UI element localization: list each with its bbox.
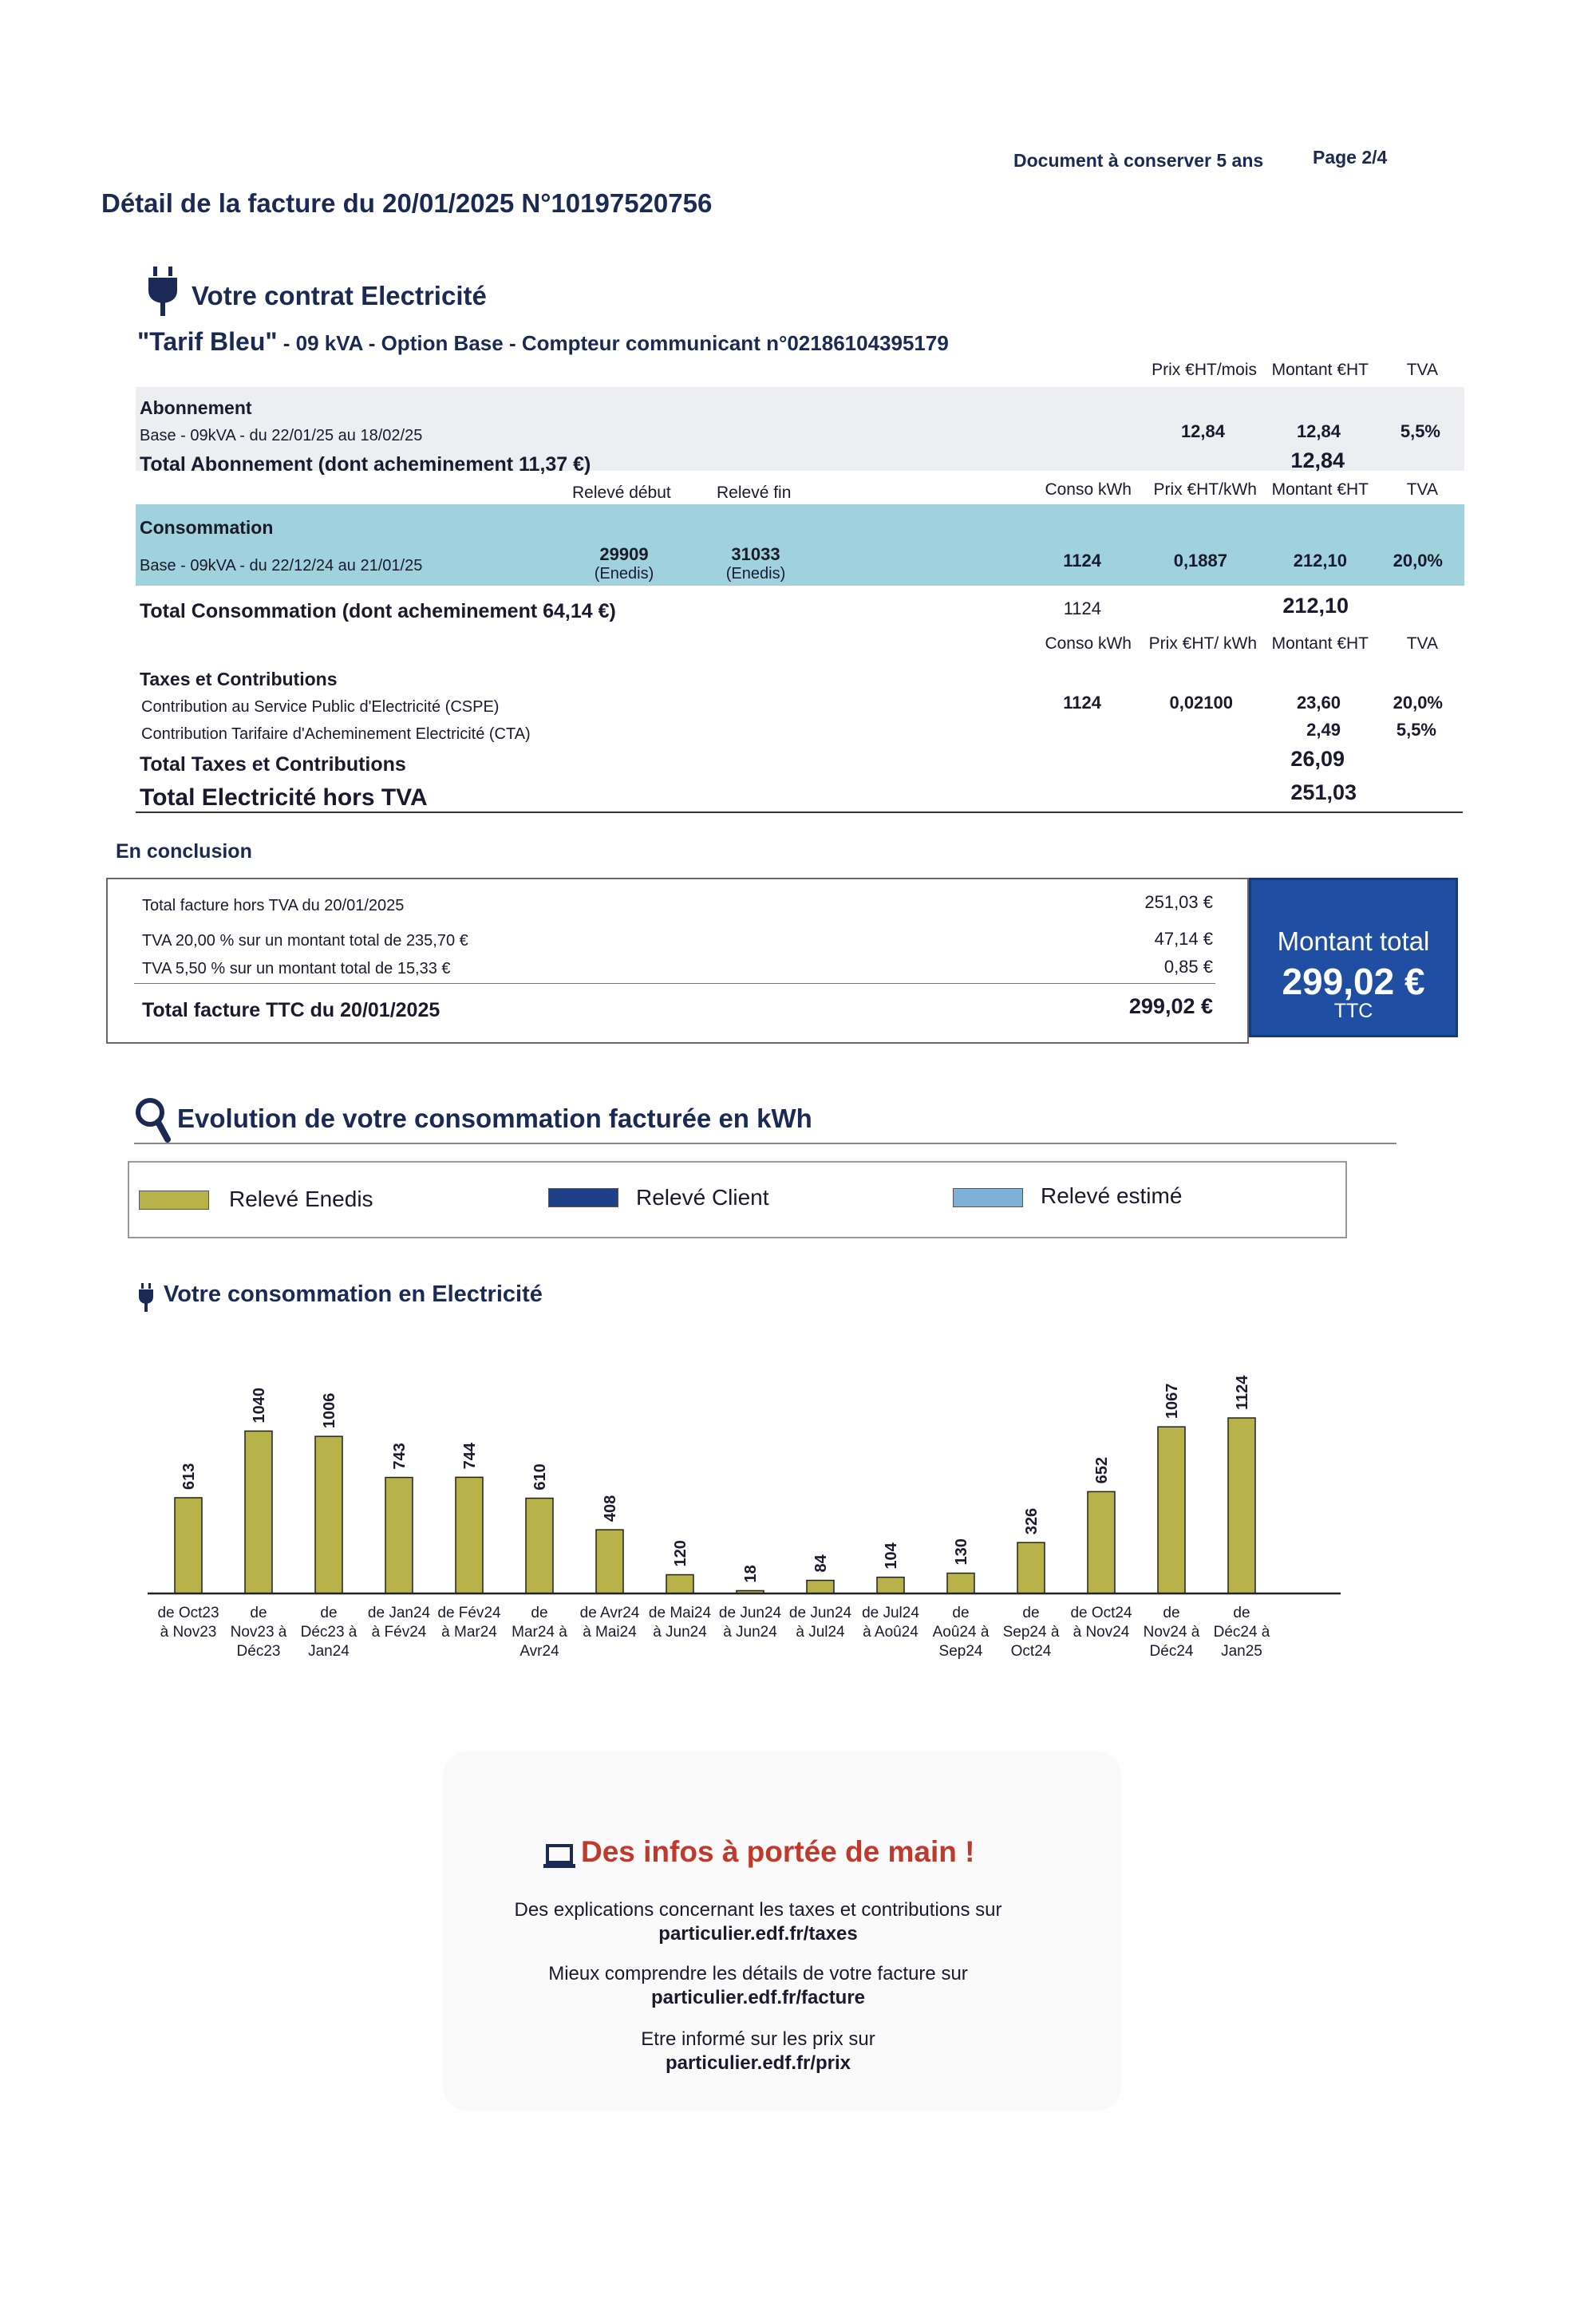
chart-tick-label: de	[1163, 1605, 1180, 1621]
cspe-prix: 0,02100	[1169, 693, 1233, 713]
total-amount-ttc: TTC	[1333, 1000, 1373, 1022]
abo-col-prix: Prix €HT/mois	[1152, 361, 1257, 379]
chart-tick-label: Avr24	[519, 1643, 559, 1660]
chart-bar	[877, 1578, 904, 1593]
chart-bar	[385, 1478, 413, 1593]
releve-fin-value: 31033	[731, 544, 780, 564]
cta-montant: 2,49	[1306, 720, 1341, 740]
chart-tick-label: de	[1233, 1605, 1250, 1621]
chart-bar	[1088, 1491, 1115, 1593]
invoice-detail-title: Détail de la facture du 20/01/2025 N°10197520756	[101, 188, 713, 218]
taxes-label: Taxes et Contributions	[140, 669, 338, 689]
cspe-label: Contribution au Service Public d'Electricité (CSPE)	[141, 698, 500, 716]
chart-bar	[947, 1574, 974, 1593]
consommation-total-kwh: 1124	[1063, 598, 1101, 618]
search-icon	[134, 1096, 171, 1143]
infos-title: Des infos à portée de main !	[581, 1835, 975, 1868]
plug-icon	[137, 1283, 155, 1312]
tva55-value: 0,85 €	[1163, 957, 1213, 977]
abonnement-prix: 12,84	[1180, 421, 1225, 441]
conso-col-releve-debut: Relevé début	[572, 484, 671, 502]
cspe-montant: 23,60	[1296, 693, 1341, 713]
plug-icon	[145, 267, 180, 318]
chart-tick-label: à Mar24	[441, 1624, 497, 1641]
chart-tick-label: Déc23	[236, 1643, 281, 1660]
chart-tick-label: de Jul24	[862, 1605, 919, 1621]
evolution-title: Evolution de votre consommation facturée en kWh	[177, 1104, 812, 1133]
chart-data-label: 326	[1023, 1507, 1041, 1535]
chart-bar	[526, 1499, 553, 1593]
taxes-col-montant: Montant €HT	[1271, 634, 1369, 653]
chart-tick-label: de	[1022, 1605, 1040, 1621]
chart-tick-label: de Jun24	[718, 1605, 782, 1621]
consommation-total-label: Total Consommation (dont acheminement 64,14 €)	[140, 600, 616, 622]
legend	[128, 1161, 1347, 1238]
abo-col-montant: Montant €HT	[1271, 361, 1369, 379]
chart-tick-label: de Jan24	[367, 1605, 431, 1621]
abonnement-montant: 12,84	[1296, 421, 1341, 441]
chart-tick-label: de Avr24	[579, 1605, 640, 1621]
chart-tick-label: de	[531, 1605, 548, 1621]
chart-bar	[596, 1530, 623, 1593]
consommation-montant: 212,10	[1293, 551, 1347, 571]
total-amount-box	[1249, 878, 1458, 1037]
tva20-value: 47,14 €	[1154, 929, 1213, 949]
abonnement-label: Abonnement	[140, 397, 252, 418]
conso-col-tva: TVA	[1406, 480, 1438, 499]
chart-bar	[1158, 1427, 1185, 1593]
chart-bar	[245, 1431, 272, 1593]
chart-tick-label: à Nov23	[160, 1624, 217, 1641]
chart-data-label: 1124	[1234, 1375, 1251, 1410]
chart-tick-label: à Fév24	[371, 1624, 427, 1641]
abonnement-tva: 5,5%	[1400, 421, 1440, 441]
contract-details: - 09 kVA - Option Base - Compteur communicant n°02186104395179	[277, 331, 949, 355]
chart-tick-label: Déc23 à	[300, 1624, 358, 1641]
chart-tick-label: de Oct24	[1070, 1605, 1132, 1621]
info-facture-link[interactable]: particulier.edf.fr/facture	[650, 1987, 866, 2008]
chart-tick-label: à Nov24	[1073, 1624, 1130, 1641]
chart-bar	[666, 1575, 693, 1593]
releve-debut-source: (Enedis)	[594, 565, 654, 582]
legend-swatch-client	[548, 1188, 618, 1207]
divider	[136, 811, 1463, 813]
chart-bar	[175, 1498, 202, 1593]
cta-label: Contribution Tarifaire d'Acheminement Electricité (CTA)	[141, 725, 531, 743]
chart-data-label: 652	[1093, 1457, 1111, 1484]
chart-data-label: 130	[953, 1538, 970, 1566]
consommation-tva: 20,0%	[1393, 551, 1443, 571]
conso-col-conso: Conso kWh	[1045, 480, 1132, 499]
chart-tick-label: de Jun24	[788, 1605, 852, 1621]
ttc-label: Total facture TTC du 20/01/2025	[142, 999, 440, 1021]
consommation-line: Base - 09kVA - du 22/12/24 au 21/01/25	[140, 557, 423, 575]
total-ht-value: 251,03	[1290, 780, 1357, 804]
abonnement-line: Base - 09kVA - du 22/01/25 au 18/02/25	[140, 427, 423, 444]
chart-tick-label: de	[320, 1605, 338, 1621]
divider	[134, 983, 1215, 984]
abonnement-total-label: Total Abonnement (dont acheminement 11,37 €)	[140, 453, 591, 476]
chart-tick-label: Déc24 à	[1213, 1624, 1270, 1641]
tariff-name: "Tarif Bleu"	[137, 327, 278, 356]
chart-data-label: 1067	[1163, 1383, 1181, 1420]
total-amount-label: Montant total	[1277, 926, 1430, 956]
chart-data-label: 18	[742, 1565, 760, 1583]
info-prix-link[interactable]: particulier.edf.fr/prix	[665, 2052, 851, 2074]
cspe-tva: 20,0%	[1393, 693, 1443, 713]
chart-tick-label: de Fév24	[437, 1605, 501, 1621]
document-keep-note: Document à conserver 5 ans	[1013, 150, 1264, 171]
divider	[134, 1143, 1396, 1144]
total-amount-value: 299,02 €	[1282, 961, 1425, 1002]
info-prix-text: Etre informé sur les prix sur	[641, 2028, 875, 2050]
chart-data-label: 1040	[251, 1387, 268, 1424]
cta-tva: 5,5%	[1396, 720, 1436, 740]
chart-tick-label: de Mai24	[648, 1605, 712, 1621]
total-ht-label: Total Electricité hors TVA	[140, 784, 428, 811]
contract-title: Votre contrat Electricité	[192, 281, 487, 310]
cspe-kwh: 1124	[1063, 693, 1101, 713]
info-taxes-text: Des explications concernant les taxes et contributions sur	[514, 1899, 1002, 1921]
chart-tick-label: de	[250, 1605, 267, 1621]
contract-summary	[137, 327, 949, 357]
page-number: Page 2/4	[1313, 147, 1388, 168]
chart-data-label: 610	[531, 1463, 549, 1491]
chart-tick-label: Mar24 à	[512, 1624, 567, 1641]
legend-swatch-estime	[953, 1188, 1023, 1207]
taxes-col-conso: Conso kWh	[1045, 634, 1132, 653]
chart-data-label: 104	[883, 1542, 900, 1570]
consommation-kwh: 1124	[1063, 551, 1101, 571]
taxes-col-prix: Prix €HT/ kWh	[1148, 634, 1257, 653]
abonnement-total-montant: 12,84	[1290, 448, 1345, 472]
ht-label: Total facture hors TVA du 20/01/2025	[142, 897, 405, 914]
consommation-label: Consommation	[140, 517, 274, 538]
info-taxes-link[interactable]: particulier.edf.fr/taxes	[658, 1923, 858, 1945]
chart-data-label: 1006	[321, 1392, 338, 1429]
consommation-prix: 0,1887	[1173, 551, 1227, 571]
chart-tick-label: Oct24	[1010, 1643, 1052, 1660]
releve-debut-value: 29909	[599, 544, 649, 564]
taxes-total-label: Total Taxes et Contributions	[140, 753, 406, 776]
releve-fin-source: (Enedis)	[725, 565, 786, 582]
legend-label-enedis: Relevé Enedis	[229, 1187, 373, 1211]
chart-tick-label: Déc24	[1149, 1643, 1194, 1660]
conso-col-prix: Prix €HT/kWh	[1153, 480, 1257, 499]
conso-col-montant: Montant €HT	[1271, 480, 1369, 499]
chart-tick-label: Aoû24 à	[932, 1624, 990, 1641]
taxes-total-montant: 26,09	[1290, 747, 1345, 771]
chart-title: Votre consommation en Electricité	[164, 1281, 543, 1307]
chart-tick-label: à Aoû24	[863, 1624, 918, 1641]
chart-tick-label: de	[952, 1605, 970, 1621]
conso-col-releve-fin: Relevé fin	[717, 484, 792, 502]
chart-bar	[315, 1436, 342, 1593]
consumption-chart	[128, 1349, 1357, 1684]
legend-label-client: Relevé Client	[636, 1185, 769, 1210]
legend-swatch-enedis	[139, 1191, 209, 1210]
chart-bar	[807, 1581, 834, 1593]
chart-data-label: 408	[602, 1495, 619, 1522]
chart-tick-label: Jan24	[308, 1643, 350, 1660]
chart-tick-label: à Jul24	[796, 1624, 845, 1641]
tva55-label: TVA 5,50 % sur un montant total de 15,33 €	[142, 960, 451, 977]
chart-tick-label: Nov24 à	[1143, 1624, 1200, 1641]
info-facture-text: Mieux comprendre les détails de votre facture sur	[548, 1963, 968, 1984]
ttc-value: 299,02 €	[1128, 994, 1213, 1018]
chart-tick-label: à Mai24	[583, 1624, 637, 1641]
chart-tick-label: Jan25	[1221, 1643, 1262, 1660]
chart-tick-label: à Jun24	[723, 1624, 777, 1641]
consommation-total-montant: 212,10	[1282, 594, 1349, 618]
chart-bar	[456, 1477, 483, 1593]
chart-data-label: 120	[672, 1540, 689, 1567]
chart-data-label: 744	[461, 1443, 479, 1470]
chart-tick-label: Nov23 à	[230, 1624, 287, 1641]
tva20-label: TVA 20,00 % sur un montant total de 235,70 €	[142, 932, 468, 950]
chart-data-label: 613	[180, 1463, 198, 1491]
chart-tick-label: Sep24 à	[1002, 1624, 1060, 1641]
ht-value: 251,03 €	[1144, 892, 1213, 912]
chart-data-label: 84	[812, 1554, 830, 1573]
chart-data-label: 743	[391, 1443, 409, 1470]
chart-bar	[1017, 1542, 1045, 1593]
chart-tick-label: de Oct23	[157, 1605, 219, 1621]
legend-label-estime: Relevé estimé	[1041, 1183, 1183, 1208]
abo-col-tva: TVA	[1406, 361, 1438, 379]
chart-tick-label: à Jun24	[653, 1624, 707, 1641]
conclusion-title: En conclusion	[116, 840, 252, 863]
taxes-col-tva: TVA	[1406, 634, 1438, 653]
laptop-icon	[543, 1843, 576, 1870]
chart-tick-label: Sep24	[938, 1643, 983, 1660]
chart-bar	[1228, 1418, 1255, 1593]
